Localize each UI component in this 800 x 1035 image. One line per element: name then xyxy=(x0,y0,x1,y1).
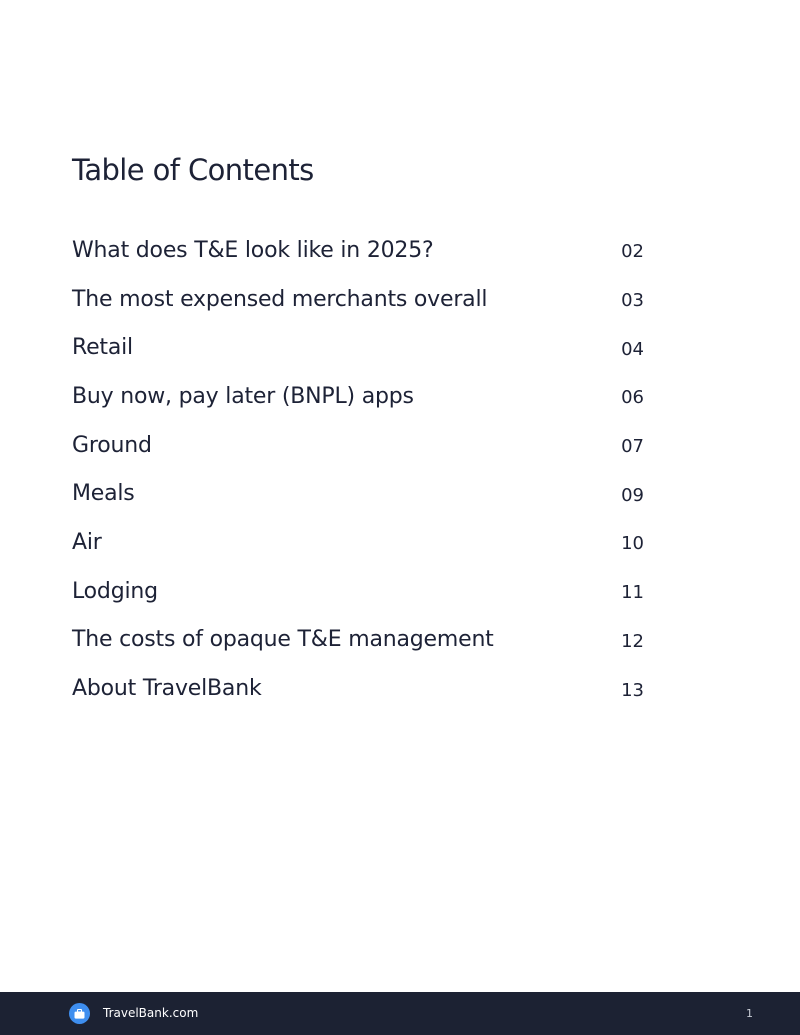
toc-entry[interactable] xyxy=(72,323,644,372)
toc-entry[interactable] xyxy=(72,664,644,713)
toc-entry-label: The costs of opaque T&E management xyxy=(72,627,494,653)
toc-entry-page: 06 xyxy=(621,387,644,409)
toc-title: Table of Contents xyxy=(72,153,314,187)
toc-entry-label: Meals xyxy=(72,481,135,507)
page-number: 1 xyxy=(746,1007,753,1020)
toc-entry-label: What does T&E look like in 2025? xyxy=(72,237,434,263)
toc-entry-label: Buy now, pay later (BNPL) apps xyxy=(72,383,414,409)
toc-entry[interactable] xyxy=(72,518,644,567)
toc-entry-label: The most expensed merchants overall xyxy=(72,286,488,312)
briefcase-icon xyxy=(69,1003,90,1024)
toc-entry-page: 03 xyxy=(621,290,644,312)
page-footer xyxy=(0,992,800,1035)
toc-entry-page: 12 xyxy=(621,630,644,652)
toc-entry[interactable] xyxy=(72,226,644,275)
toc-entry-page: 09 xyxy=(621,484,644,506)
toc-entry-label: About TravelBank xyxy=(72,676,262,702)
toc-entry[interactable] xyxy=(72,275,644,324)
toc-entry-label: Retail xyxy=(72,335,133,361)
toc-entry[interactable] xyxy=(72,567,644,616)
toc-entry-page: 10 xyxy=(621,533,644,555)
toc-entry[interactable] xyxy=(72,372,644,421)
toc-entry-label: Lodging xyxy=(72,578,158,604)
toc-entry[interactable] xyxy=(72,469,644,518)
toc-entry-page: 02 xyxy=(621,241,644,263)
toc-entry-page: 07 xyxy=(621,436,644,458)
toc-entry-page: 11 xyxy=(621,582,644,604)
toc-entry-page: 04 xyxy=(621,338,644,360)
toc-entry-label: Ground xyxy=(72,432,152,458)
toc-entry-page: 13 xyxy=(621,679,644,701)
footer-site-link[interactable]: TravelBank.com xyxy=(103,1006,199,1020)
toc-entry-label: Air xyxy=(72,529,102,555)
toc-list xyxy=(72,226,644,713)
toc-entry[interactable] xyxy=(72,421,644,470)
toc-entry[interactable] xyxy=(72,616,644,665)
